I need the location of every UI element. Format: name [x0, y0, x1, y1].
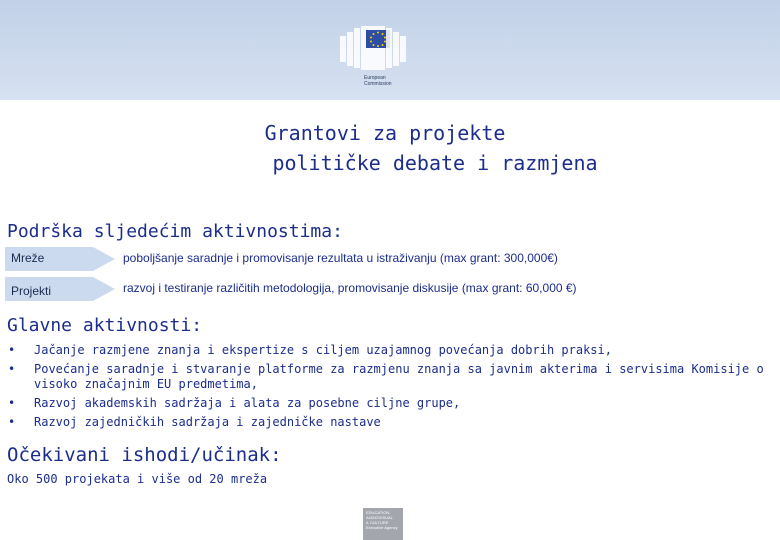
title-line-1: Grantovi za projekte [264, 121, 506, 145]
european-commission-logo-icon [340, 22, 406, 72]
header-band [0, 0, 780, 100]
eacea-logo-text: EDUCATION, AUDIOVISUAL & CULTURE Executive Agency [366, 510, 398, 530]
activity-description: poboljšanje saradnje i promovisanje rezultata u istraživanju (max grant: 300,000€) [123, 251, 558, 265]
activity-label: Mreže [11, 251, 45, 265]
page-title [200, 118, 670, 178]
activity-description: razvoj i testiranje različitih metodologija, promovisanje diskusije (max grant: 60,000 €) [123, 281, 577, 295]
eacea-logo [363, 508, 403, 540]
activity-row-networks [0, 247, 780, 271]
main-activities-list [0, 343, 780, 434]
list-item: • Jačanje razmjene znanja i ekspertize s ciljem uzajamnog povećanja dobrih praksi, [8, 343, 612, 357]
list-item: • Razvoj zajedničkih sadržaja i zajedničke nastave [8, 415, 381, 429]
activity-label: Projekti [11, 284, 52, 298]
activity-row-projects [0, 277, 780, 301]
title-line-2: političke debate i razmjena [272, 151, 598, 175]
bullet-icon: • [8, 396, 16, 410]
outcomes-text: Oko 500 projekata i više od 20 mreža [7, 472, 268, 486]
support-heading: Podrška sljedećim aktivnostima: [7, 221, 343, 242]
outcomes-heading: Očekivani ishodi/učinak: [7, 444, 282, 466]
bullet-icon: • [8, 362, 16, 376]
ec-logo-text: European Commission [364, 75, 392, 87]
main-activities-heading: Glavne aktivnosti: [7, 315, 203, 336]
list-item: • Povećanje saradnje i stvaranje platforme za razmjenu znanja sa javnim akterima i servisima Komisije o visoko značajnim EU predmetima, [8, 362, 764, 391]
bullet-icon: • [8, 415, 16, 429]
list-item: • Razvoj akademskih sadržaja i alata za posebne ciljne grupe, [8, 396, 461, 410]
bullet-icon: • [8, 343, 16, 357]
